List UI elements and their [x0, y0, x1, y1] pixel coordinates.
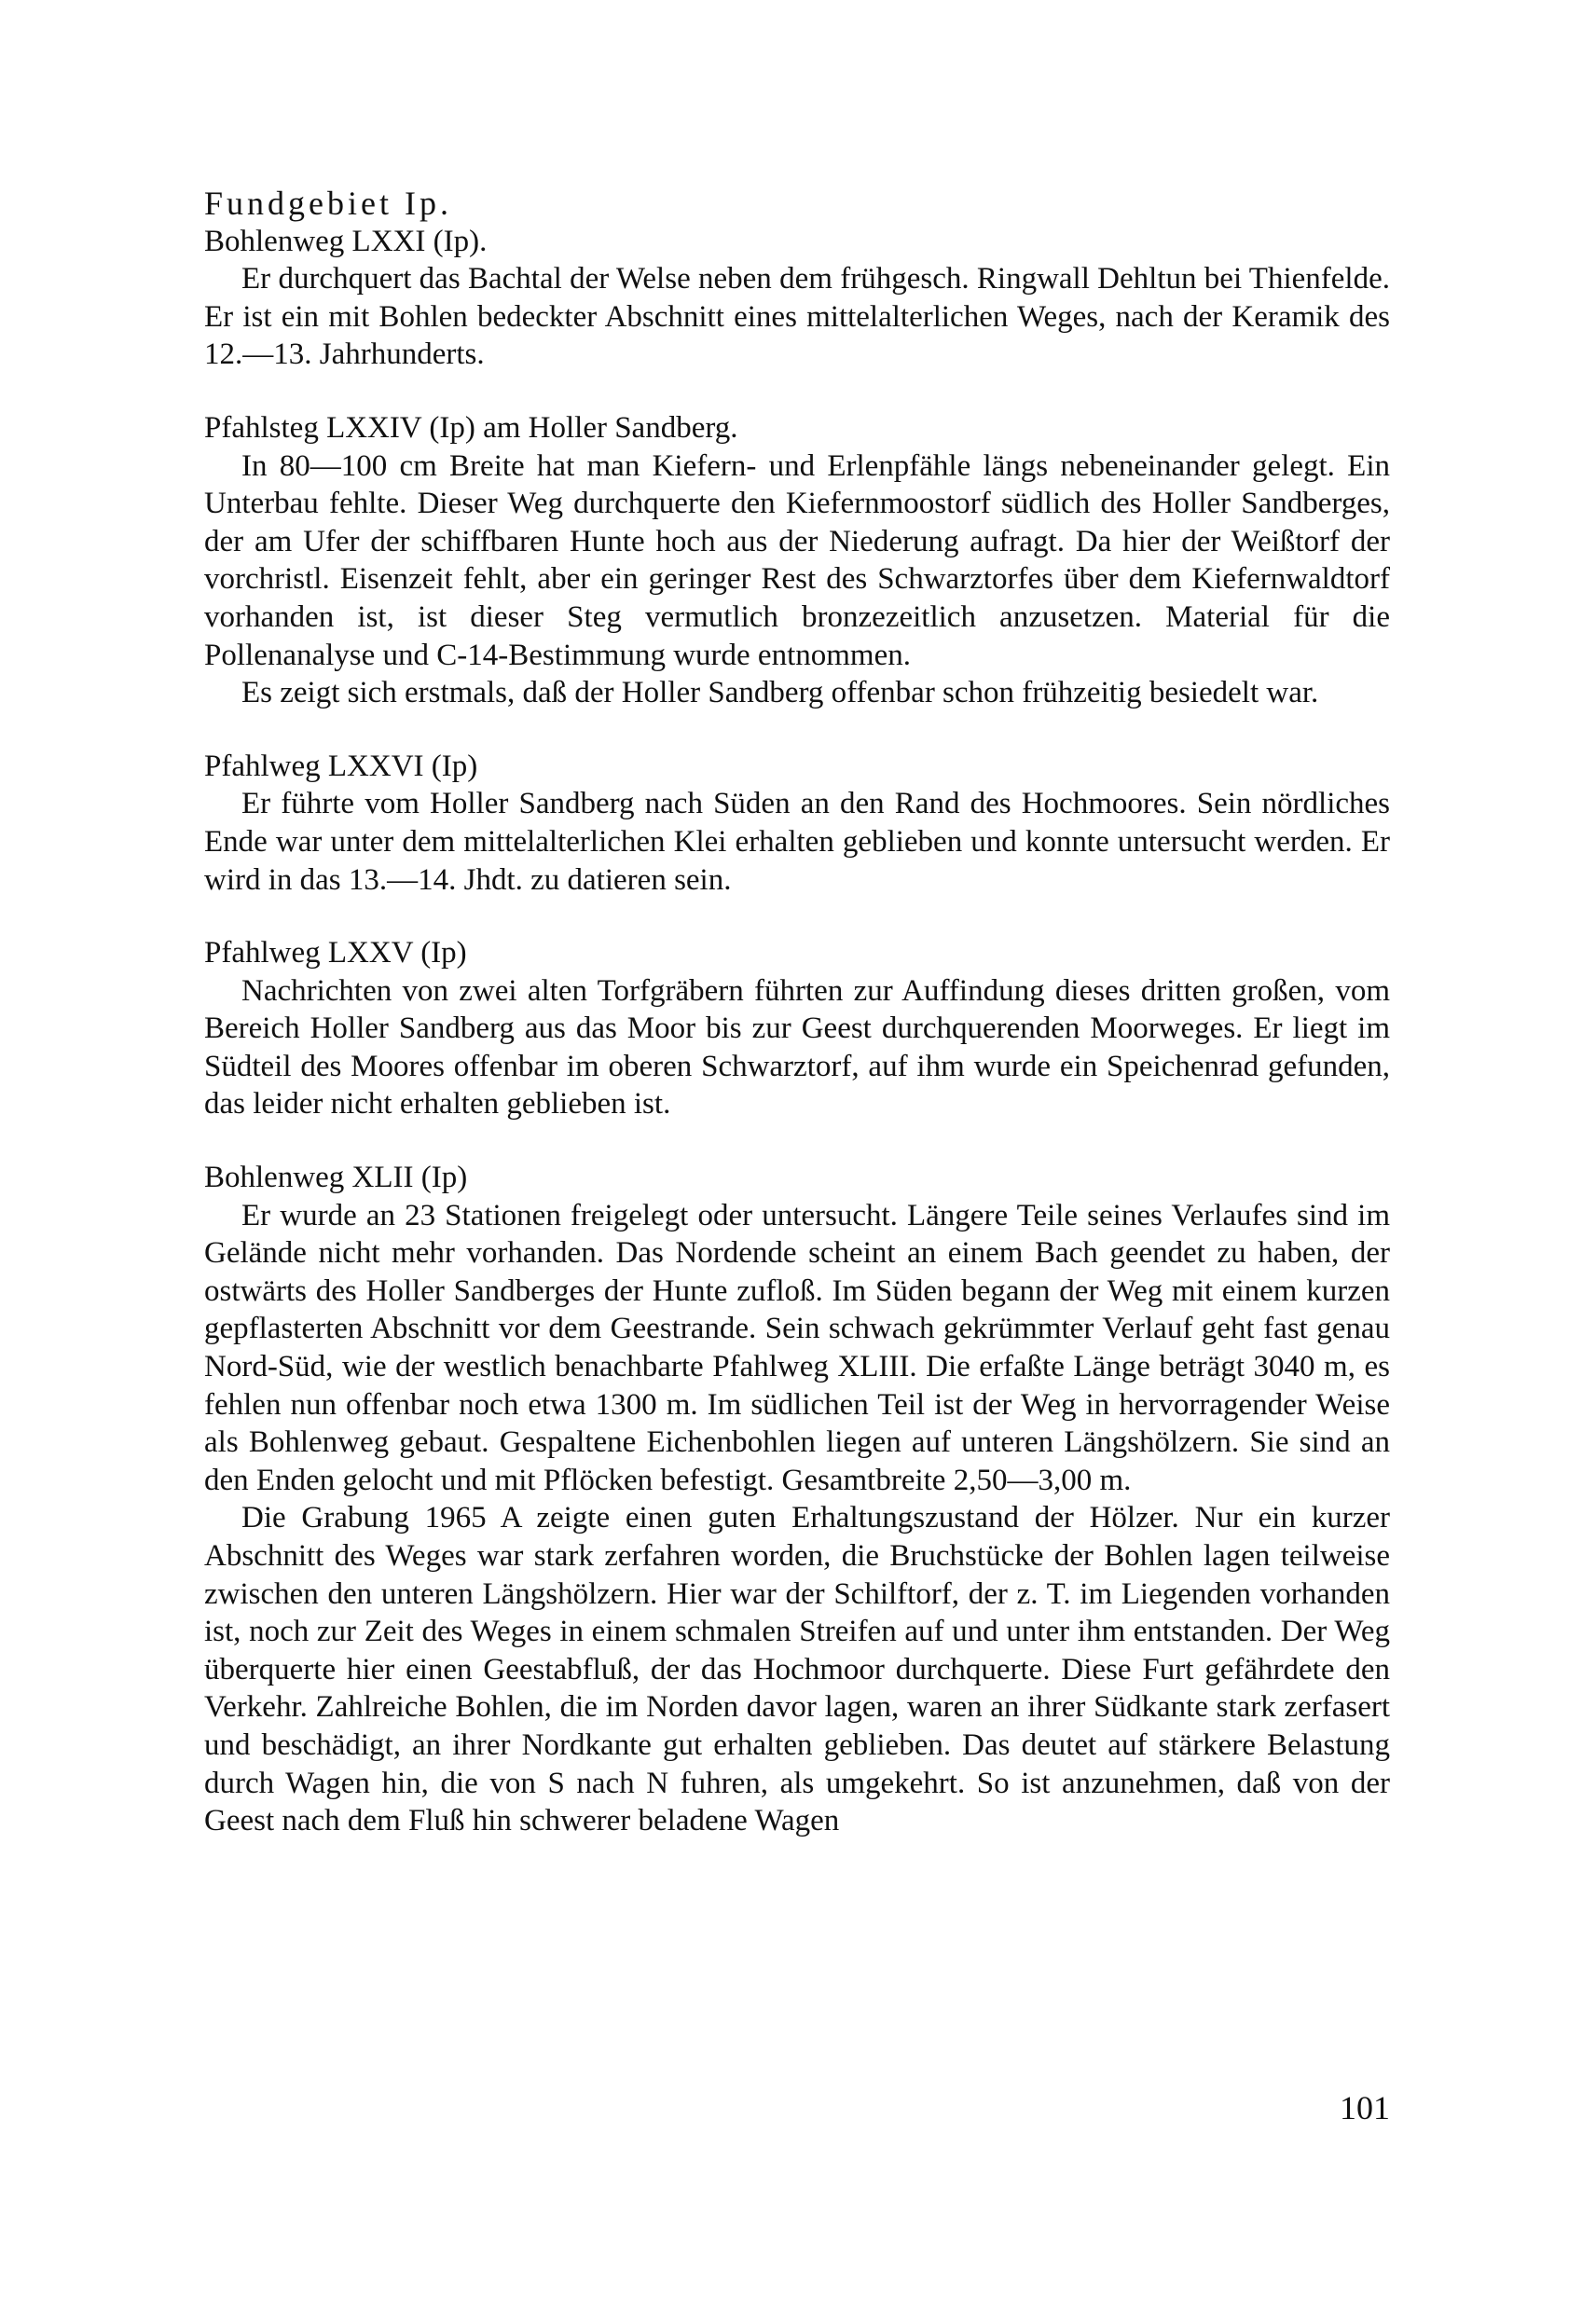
entry-paragraph: Die Grabung 1965 A zeigte einen guten Erhaltungszustand der Hölzer. Nur ein kurzer Abschnitt des Weges war stark zerfahren worden, die Bruchstücke der Bohlen lagen teilweise zwischen den unteren Längshölzern. Hier war der Schilftorf, der z. T. im Liegenden vorhanden ist, noch zur Zeit des Weges in einem schmalen Streifen auf und unter ihm entstanden. Der Weg überquerte hier einen Geestabfluß, der das Hochmoor durchquerte. Diese Furt gefährdete den Verkehr. Zahlreiche Bohlen, die im Norden davor lagen, waren an ihrer Südkante stark zerfasert und beschädigt, an ihrer Nordkante gut erhalten geblieben. Das deutet auf stärkere Belastung durch Wagen hin, die von S nach N fuhren, als umgekehrt. So ist anzunehmen, daß von der Geest nach dem Fluß hin schwerer beladene Wagen [204, 1501, 1390, 1838]
entry-title: Bohlenweg XLII (Ip) [204, 1161, 468, 1195]
section-heading: Fundgebiet Ip. [204, 185, 452, 222]
entry-paragraph: Er führte vom Holler Sandberg nach Süden an den Rand des Hochmoores. Sein nördliches Ende war unter dem mittelalterlichen Klei erhalten geblieben und konnte untersucht werden. Er wird in das 13.—14. Jhdt. zu datieren sein. [204, 787, 1390, 897]
entry-paragraph: Nachrichten von zwei alten Torfgräbern führten zur Auffindung dieses dritten großen, vom Bereich Holler Sandberg aus das Moor bis zur Geest durchquerenden Moorweges. Er liegt im Südteil des Moores offenbar im oberen Schwarztorf, auf ihm wurde ein Speichenrad gefunden, das leider nicht erhalten geblieben ist. [204, 973, 1390, 1122]
entry-bohlenweg-lxxi [204, 223, 1390, 374]
entry-paragraph: In 80—100 cm Breite hat man Kiefern- und Erlenpfähle längs nebeneinander gelegt. Ein Unterbau fehlte. Dieser Weg durchquerte den Kiefernmoostorf südlich des Holler Sandberges, der am Ufer der schiffbaren Hunte hoch aus der Niederung aufragt. Da hier der Weißtorf der vorchristl. Eisenzeit fehlt, aber ein geringer Rest des Schwarztorfes über dem Kiefernwaldtorf vorhanden ist, ist dieser Steg vermutlich bronzezeitlich anzusetzen. Material für die Pollenanalyse und C-14-Bestimmung wurde entnommen. [204, 448, 1390, 672]
entry-paragraph: Er wurde an 23 Stationen freigelegt oder untersucht. Längere Teile seines Verlaufes sind im Gelände nicht mehr vorhanden. Das Nordende scheint an einem Bach geendet zu haben, der ostwärts des Holler Sandberges der Hunte zufloß. Im Süden begann der Weg mit einem kurzen gepflasterten Abschnitt vor dem Geestrande. Sein schwach gekrümmter Verlauf geht fast genau Nord-Süd, wie der westlich benachbarte Pfahlweg XLIII. Die erfaßte Länge beträgt 3040 m, es fehlen nun offenbar noch etwa 1300 m. Im südlichen Teil ist der Weg in hervorragender Weise als Bohlenweg gebaut. Gespaltene Eichenbohlen liegen auf unteren Längshölzern. Sie sind an den Enden gelocht und mit Pflöcken befestigt. Gesamtbreite 2,50—3,00 m. [204, 1198, 1390, 1497]
entry-pfahlweg-lxxv [204, 934, 1390, 1123]
page-content [204, 185, 1390, 1840]
entry-title: Pfahlweg LXXV (Ip) [204, 936, 467, 970]
entry-title: Bohlenweg LXXI (Ip). [204, 224, 488, 258]
entry-paragraph: Es zeigt sich erstmals, daß der Holler Sandberg offenbar schon frühzeitig besiedelt war. [241, 676, 1319, 710]
entry-paragraph: Er durchquert das Bachtal der Welse neben dem frühgesch. Ringwall Dehltun bei Thienfelde. Er ist ein mit Bohlen bedeckter Abschnitt eines mittelalterlichen Weges, nach der Keramik des 12.—13. Jahrhunderts. [204, 262, 1390, 372]
entry-title: Pfahlweg LXXVI (Ip) [204, 749, 478, 783]
entry-bohlenweg-xlii [204, 1159, 1390, 1840]
entry-title: Pfahlsteg LXXIV (Ip) am Holler Sandberg. [204, 410, 738, 445]
entry-pfahlsteg-lxxiv [204, 409, 1390, 712]
entry-pfahlweg-lxxvi [204, 748, 1390, 899]
page-number: 101 [1340, 2089, 1390, 2126]
